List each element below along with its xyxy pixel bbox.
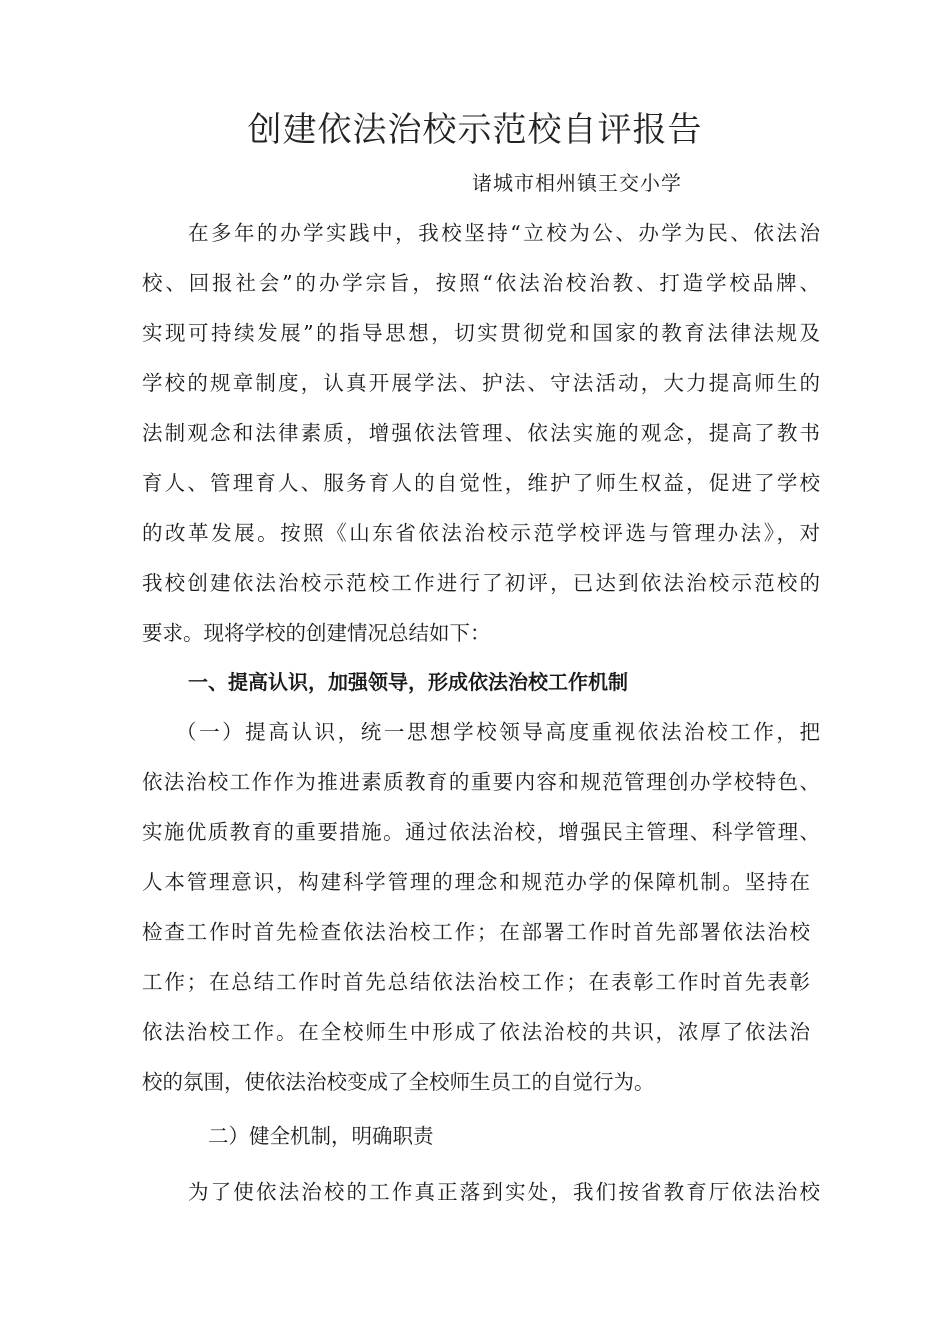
body-line: 实现可持续发展”的指导思想，切实贯彻党和国家的教育法律法规及 [142, 321, 820, 345]
body-line: 法制观念和法律素质，增强依法管理、依法实施的观念，提高了教书 [142, 421, 820, 445]
section-heading: 一、提高认识，加强领导，形成依法治校工作机制 [188, 670, 628, 694]
body-line: 实施优质教育的重要措施。通过依法治校，增强民主管理、科学管理、 [142, 820, 820, 844]
body-line: 校、回报社会”的办学宗旨，按照“依法治校治教、打造学校品牌、 [142, 271, 820, 295]
body-line: （一）提高认识，统一思想学校领导高度重视依法治校工作，把 [176, 720, 820, 744]
body-line: 依法治校工作。在全校师生中形成了依法治校的共识，浓厚了依法治 [142, 1020, 810, 1044]
body-line: 学校的规章制度，认真开展学法、护法、守法活动，大力提高师生的 [142, 371, 820, 395]
body-line: 工作；在总结工作时首先总结依法治校工作；在表彰工作时首先表彰 [142, 970, 810, 994]
body-line: 人本管理意识，构建科学管理的理念和规范办学的保障机制。坚持在 [142, 870, 810, 894]
document-title: 创建依法治校示范校自评报告 [247, 110, 703, 150]
body-line: 在多年的办学实践中，我校坚持“立校为公、办学为民、依法治 [188, 221, 820, 245]
body-line: 校的氛围，使依法治校变成了全校师生员工的自觉行为。 [142, 1070, 655, 1094]
body-line: 育人、管理育人、服务育人的自觉性，维护了师生权益，促进了学校 [142, 471, 820, 495]
body-line: 依法治校工作作为推进素质教育的重要内容和规范管理创办学校特色、 [142, 770, 820, 794]
body-line: 我校创建依法治校示范校工作进行了初评，已达到依法治校示范校的 [142, 571, 820, 595]
body-line: 的改革发展。按照《山东省依法治校示范学校评选与管理办法》，对 [142, 521, 820, 545]
body-line: 要求。现将学校的创建情况总结如下： [142, 621, 491, 645]
subsection-heading: 二）健全机制，明确职责 [208, 1124, 434, 1148]
document-author: 诸城市相州镇王交小学 [472, 171, 682, 195]
body-line: 检查工作时首先检查依法治校工作；在部署工作时首先部署依法治校 [142, 920, 810, 944]
body-line: 为了使依法治校的工作真正落到实处，我们按省教育厅依法治校 [188, 1180, 820, 1204]
